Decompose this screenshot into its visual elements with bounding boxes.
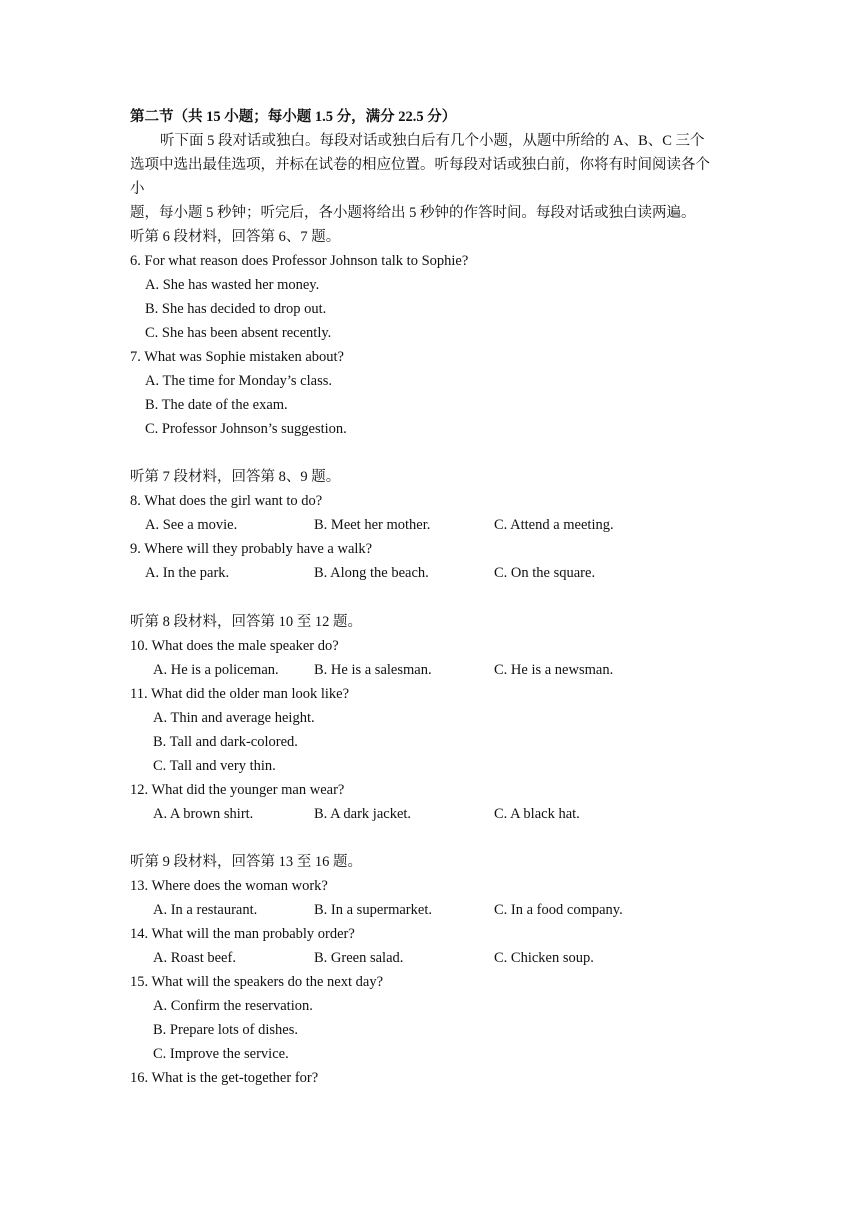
- group-heading: 听第 9 段材料，回答第 13 至 16 题。: [130, 854, 362, 870]
- question-text: 14. What will the man probably order?: [130, 926, 355, 942]
- option-a: A. Thin and average height.: [153, 710, 315, 726]
- option-c: C. On the square.: [494, 565, 596, 581]
- section-intro-line: 题，每小题 5 秒钟；听完后，各小题将给出 5 秒钟的作答时间。每段对话或独白读两遍。: [130, 205, 696, 221]
- question-text: 15. What will the speakers do the next day?: [130, 974, 384, 990]
- option-c: C. Tall and very thin.: [153, 758, 276, 774]
- option-b: B. Tall and dark-colored.: [153, 734, 298, 750]
- option-c: C. He is a newsman.: [494, 662, 614, 678]
- option-a: A. A brown shirt.: [153, 806, 254, 822]
- group-heading: 听第 8 段材料，回答第 10 至 12 题。: [130, 614, 362, 630]
- option-a: A. Roast beef.: [153, 950, 236, 966]
- option-b: B. She has decided to drop out.: [145, 301, 327, 317]
- question-text: 11. What did the older man look like?: [130, 686, 350, 702]
- section-intro-line: 小: [130, 181, 145, 197]
- option-a: A. Confirm the reservation.: [153, 998, 313, 1014]
- option-b: B. He is a salesman.: [314, 662, 432, 678]
- option-c: C. Chicken soup.: [494, 950, 594, 966]
- option-c: C. She has been absent recently.: [145, 325, 332, 341]
- question-text: 8. What does the girl want to do?: [130, 493, 323, 509]
- question-text: 12. What did the younger man wear?: [130, 782, 345, 798]
- option-c: C. Attend a meeting.: [494, 517, 614, 533]
- option-a: A. The time for Monday’s class.: [145, 373, 332, 389]
- question-text: 10. What does the male speaker do?: [130, 638, 339, 654]
- section-intro-line: 选项中选出最佳选项，并标在试卷的相应位置。听每段对话或独白前，你将有时间阅读各个: [130, 157, 710, 173]
- section-title: 第二节（共 15 小题；每小题 1.5 分，满分 22.5 分）: [130, 109, 457, 125]
- option-b: B. A dark jacket.: [314, 806, 412, 822]
- option-a: A. See a movie.: [145, 517, 238, 533]
- question-text: 9. Where will they probably have a walk?: [130, 541, 373, 557]
- option-a: A. She has wasted her money.: [145, 277, 320, 293]
- section-intro-line: 听下面 5 段对话或独白。每段对话或独白后有几个小题，从题中所给的 A、B、C 三个: [160, 133, 705, 149]
- option-c: C. A black hat.: [494, 806, 580, 822]
- option-b: B. In a supermarket.: [314, 902, 432, 918]
- option-c: C. Professor Johnson’s suggestion.: [145, 421, 347, 437]
- option-a: A. In the park.: [145, 565, 230, 581]
- option-b: B. Prepare lots of dishes.: [153, 1022, 298, 1038]
- option-c: C. In a food company.: [494, 902, 623, 918]
- group-heading: 听第 6 段材料，回答第 6、7 题。: [130, 229, 341, 245]
- option-b: B. Meet her mother.: [314, 517, 431, 533]
- question-text: 13. Where does the woman work?: [130, 878, 328, 894]
- option-c: C. Improve the service.: [153, 1046, 289, 1062]
- question-text: 7. What was Sophie mistaken about?: [130, 349, 344, 365]
- option-a: A. In a restaurant.: [153, 902, 258, 918]
- question-text: 16. What is the get-together for?: [130, 1070, 319, 1086]
- option-b: B. The date of the exam.: [145, 397, 288, 413]
- question-text: 6. For what reason does Professor Johnson talk to Sophie?: [130, 253, 469, 269]
- option-b: B. Along the beach.: [314, 565, 429, 581]
- option-a: A. He is a policeman.: [153, 662, 279, 678]
- option-b: B. Green salad.: [314, 950, 404, 966]
- group-heading: 听第 7 段材料，回答第 8、9 题。: [130, 469, 341, 485]
